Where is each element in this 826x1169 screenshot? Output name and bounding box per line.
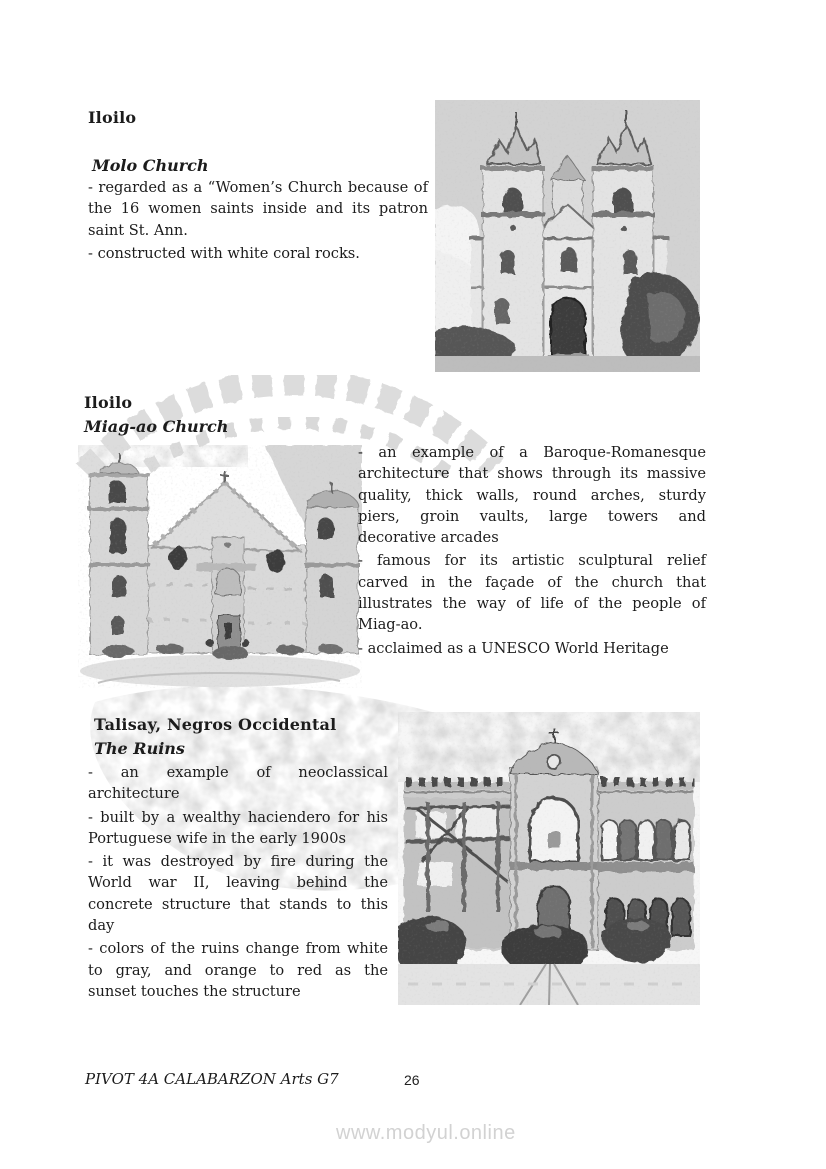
section-region-iloilo-2: Iloilo bbox=[84, 393, 133, 412]
paragraph bbox=[88, 243, 428, 264]
paragraph bbox=[358, 442, 706, 548]
text-line: - constructed with white coral rocks. bbox=[88, 244, 360, 262]
molo-church-title: Molo Church bbox=[92, 156, 209, 175]
paragraph bbox=[88, 177, 428, 241]
text-line: - acclaimed as a UNESCO World Heritage bbox=[358, 639, 669, 657]
paragraph bbox=[88, 851, 388, 936]
paragraph bbox=[88, 762, 388, 805]
site-watermark: www.modyul.online bbox=[336, 1122, 516, 1144]
text-line: - built by a wealthy haciendero for his bbox=[88, 808, 388, 826]
section-region-iloilo-1: Iloilo bbox=[88, 108, 137, 127]
text-line: - an example of neoclassical bbox=[88, 764, 388, 781]
text-line: sunset touches the structure bbox=[88, 982, 301, 1000]
miagao-description bbox=[358, 442, 706, 661]
text-line: the 16 women saints inside and its patron bbox=[88, 200, 428, 218]
section-region-talisay: Talisay, Negros Occidental bbox=[94, 715, 337, 734]
text-line: - famous for its artistic sculptural relief bbox=[358, 552, 706, 570]
miagao-church-image bbox=[78, 445, 362, 688]
text-line: - an example of a Baroque-Romanesque bbox=[358, 444, 706, 461]
paragraph bbox=[88, 807, 388, 850]
text-line: saint St. Ann. bbox=[88, 221, 188, 239]
text-line: concrete structure that stands to this bbox=[88, 895, 388, 913]
text-line: day bbox=[88, 917, 115, 935]
molo-description bbox=[88, 177, 428, 266]
text-line: carved in the façade of the church that bbox=[358, 573, 706, 591]
text-line: to gray, and orange to red as the bbox=[88, 961, 388, 979]
text-line: architecture bbox=[88, 785, 180, 803]
page-number: 26 bbox=[404, 1072, 420, 1088]
text-line: World war II, leaving behind the bbox=[88, 874, 388, 892]
the-ruins-title: The Ruins bbox=[94, 739, 185, 758]
the-ruins-image bbox=[398, 712, 700, 1005]
text-line: Portuguese wife in the early 1900s bbox=[88, 829, 346, 847]
text-line: quality, thick walls, round arches, sturdy bbox=[358, 486, 706, 504]
text-line: - regarded as a “Women’s Church because of bbox=[88, 179, 428, 196]
text-line: architecture that shows through its massive bbox=[358, 465, 706, 483]
miagao-church-title: Miag-ao Church bbox=[84, 417, 229, 436]
text-line: decorative arcades bbox=[358, 529, 499, 547]
text-line: - it was destroyed by fire during the bbox=[88, 853, 388, 871]
paragraph bbox=[88, 938, 388, 1002]
molo-church-image bbox=[435, 100, 700, 372]
text-line: - colors of the ruins change from white bbox=[88, 940, 388, 958]
text-line: illustrates the way of life of the people of bbox=[358, 595, 706, 613]
paragraph bbox=[358, 638, 706, 659]
paragraph bbox=[358, 550, 706, 635]
text-line: piers, groin vaults, large towers and bbox=[358, 507, 706, 525]
footer-module-label: PIVOT 4A CALABARZON Arts G7 bbox=[85, 1070, 339, 1088]
ruins-description bbox=[88, 762, 388, 1004]
text-line: Miag-ao. bbox=[358, 616, 423, 634]
